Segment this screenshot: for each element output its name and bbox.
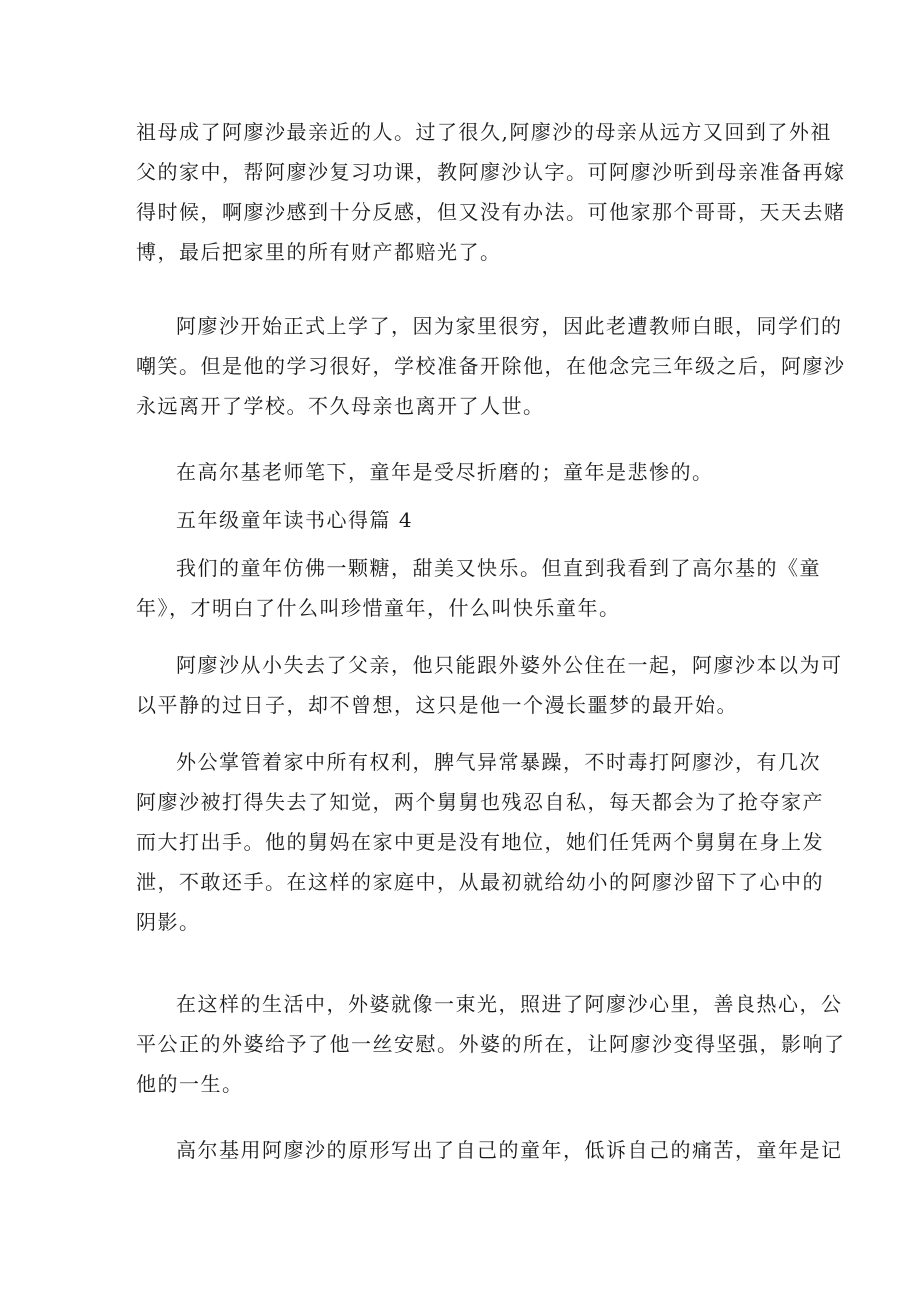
paragraph-1-line-4: 博，最后把家里的所有财产都赔光了。	[136, 240, 502, 264]
paragraph-7-line-4: 泄，不敢还手。在这样的家庭中，从最初就给幼小的阿廖沙留下了心中的	[136, 870, 824, 894]
paragraph-2-line-1: 阿廖沙开始正式上学了，因为家里很穷，因此老遭教师白眼，同学们的	[176, 314, 843, 338]
paragraph-3	[136, 452, 796, 492]
paragraph-5-line-1: 我们的童年仿佛一颗糖，甜美又快乐。但直到我看到了高尔基的《童	[176, 556, 821, 580]
paragraph-8	[136, 984, 846, 1104]
paragraph-8-line-2: 平公正的外婆给予了他一丝安慰。外婆的所在，让阿廖沙变得坚强，影响了	[136, 1032, 846, 1056]
paragraph-9-line-1: 高尔基用阿廖沙的原形写出了自己的童年，低诉自己的痛苦，童年是记	[176, 1138, 843, 1162]
paragraph-6-line-1: 阿廖沙从小失去了父亲，他只能跟外婆外公住在一起，阿廖沙本以为可	[176, 653, 843, 677]
paragraph-6	[136, 645, 843, 725]
paragraph-7-line-5: 阴影。	[136, 910, 201, 934]
paragraph-2-line-2: 嘲笑。但是他的学习很好，学校准备开除他，在他念完三年级之后，阿廖沙	[136, 354, 846, 378]
paragraph-7-line-2: 阿廖沙被打得失去了知觉，两个舅舅也残忍自私，每天都会为了抢夺家产	[136, 790, 824, 814]
paragraph-5	[136, 548, 821, 628]
paragraph-1	[136, 112, 846, 272]
paragraph-7-line-3: 而大打出手。他的舅妈在家中更是没有地位，她们任凭两个舅舅在身上发	[136, 830, 824, 854]
paragraph-2	[136, 306, 846, 426]
paragraph-1-line-1: 祖母成了阿廖沙最亲近的人。过了很久,阿廖沙的母亲从远方又回到了外祖	[136, 120, 832, 144]
paragraph-8-line-1: 在这样的生活中，外婆就像一束光，照进了阿廖沙心里，善良热心，公	[176, 992, 843, 1016]
paragraph-6-line-2: 以平静的过日子，却不曾想，这只是他一个漫长噩梦的最开始。	[136, 693, 738, 717]
paragraph-7-line-1: 外公掌管着家中所有权利，脾气异常暴躁，不时毒打阿廖沙，有几次	[176, 750, 821, 774]
paragraph-5-line-2: 年》，才明白了什么叫珍惜童年，什么叫快乐童年。	[136, 596, 621, 620]
paragraph-1-line-2: 父的家中，帮阿廖沙复习功课，教阿廖沙认字。可阿廖沙听到母亲准备再嫁	[136, 160, 846, 184]
section-heading	[136, 500, 796, 540]
paragraph-1-line-3: 得时候，啊廖沙感到十分反感，但又没有办法。可他家那个哥哥，天天去赌	[136, 200, 846, 224]
paragraph-9	[136, 1130, 843, 1170]
paragraph-2-line-3: 永远离开了学校。不久母亲也离开了人世。	[136, 394, 545, 418]
paragraph-8-line-3: 他的一生。	[136, 1072, 244, 1096]
paragraph-3-line-1: 在高尔基老师笔下，童年是受尽折磨的；童年是悲惨的。	[176, 460, 714, 484]
section-heading-text: 五年级童年读书心得篇 4	[176, 508, 414, 532]
paragraph-7	[136, 742, 824, 942]
